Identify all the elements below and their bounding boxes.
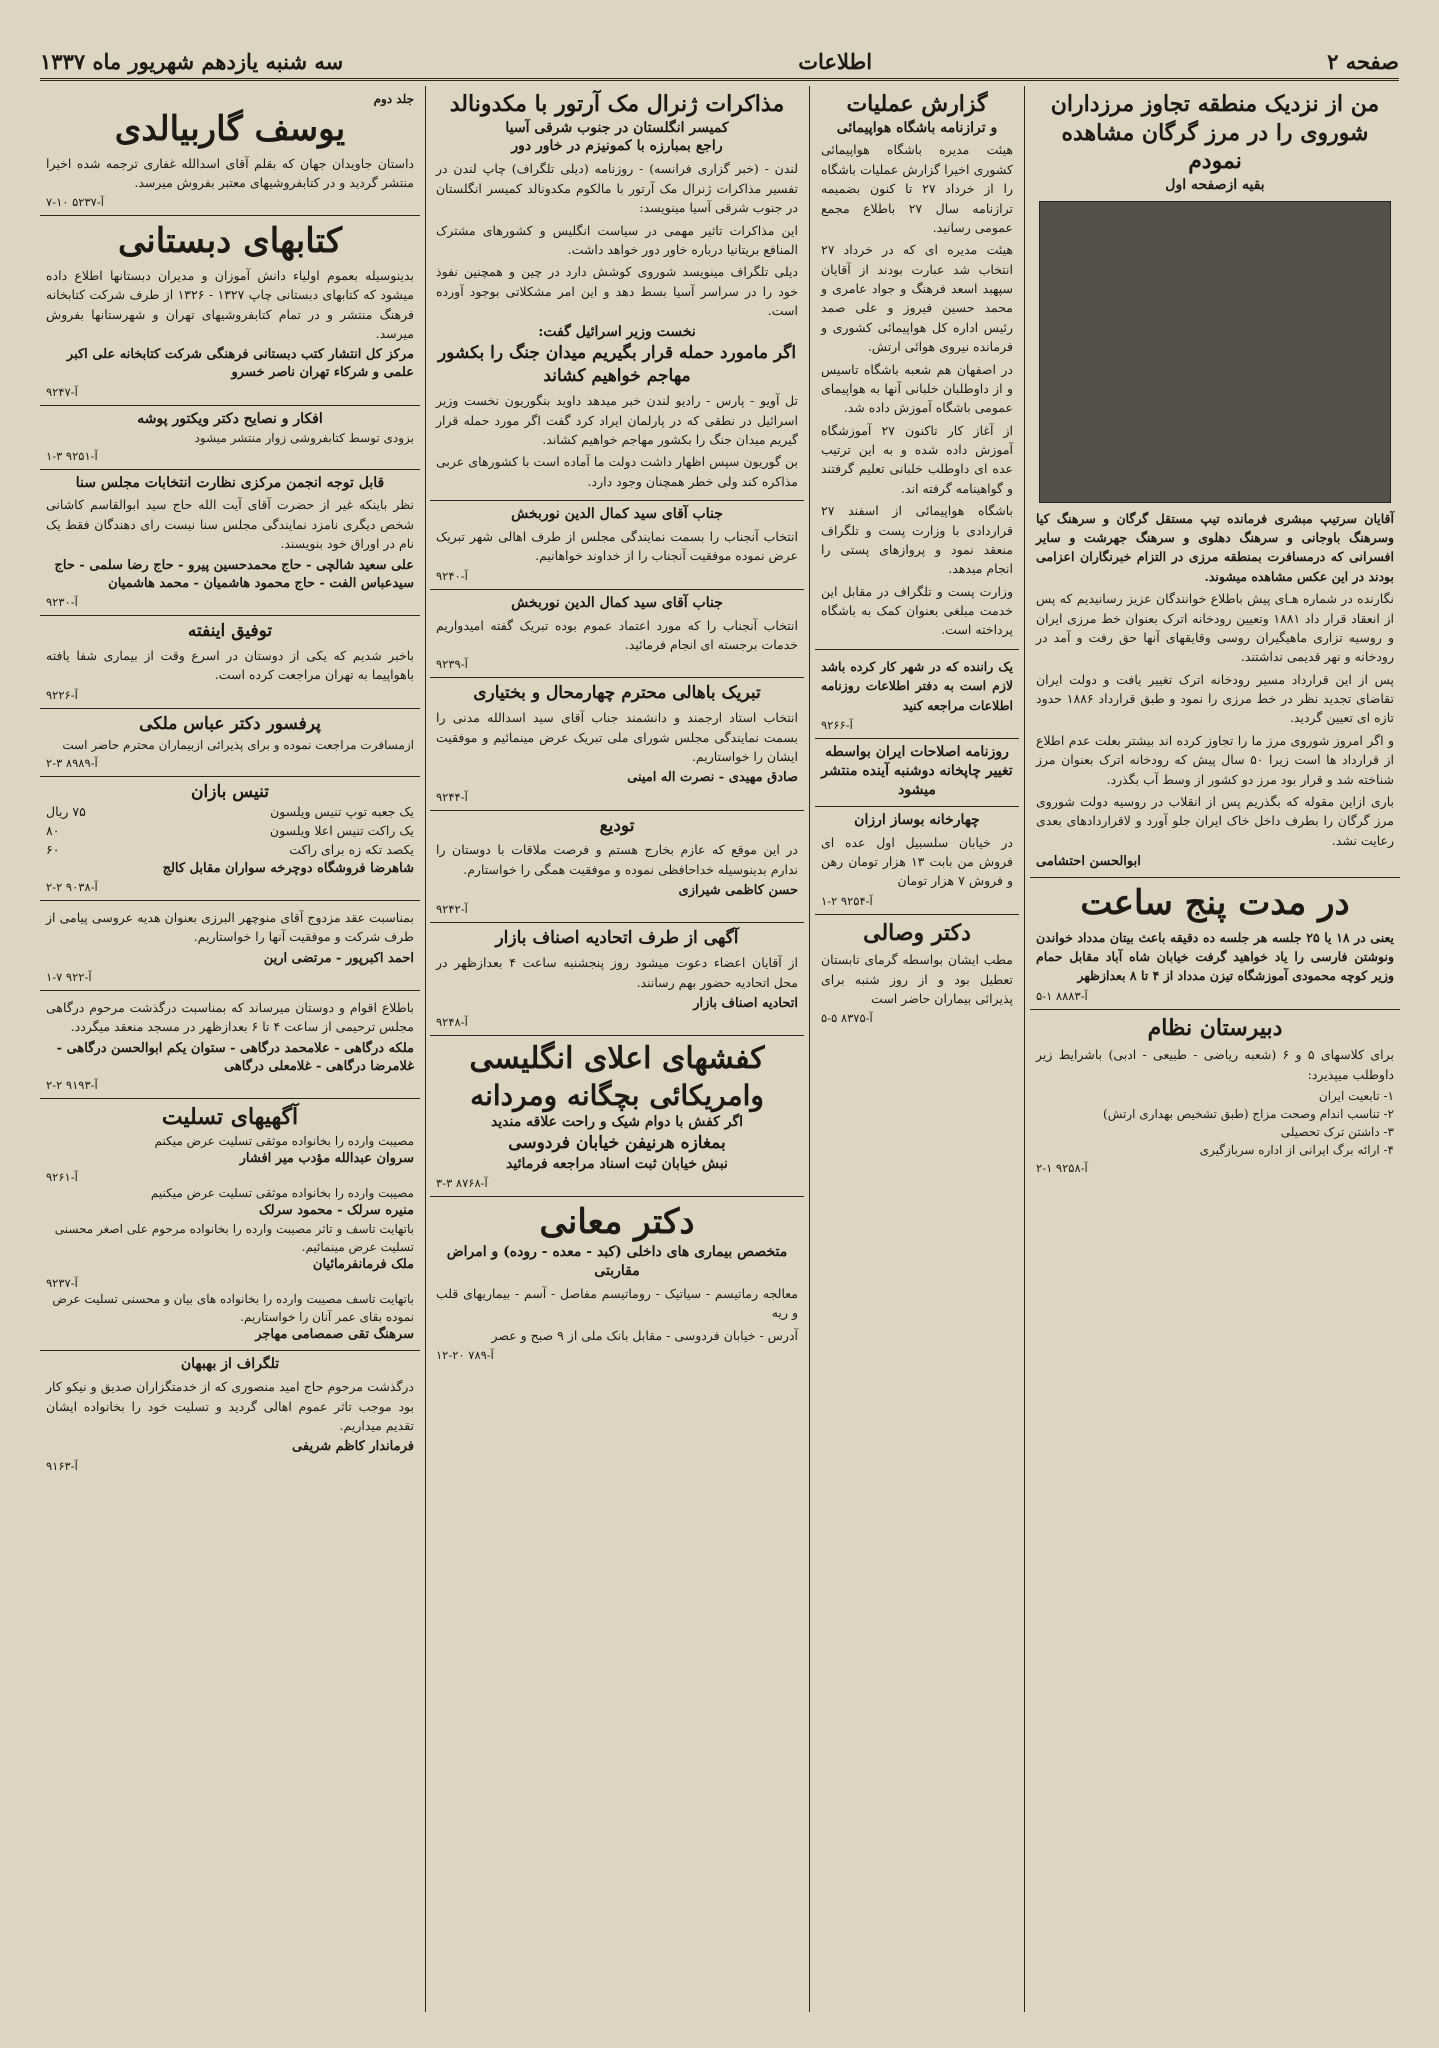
notice-signature: سروان عبدالله مؤدب میر افشار	[239, 1150, 414, 1166]
price-row	[46, 803, 414, 822]
doctor-ad	[430, 1197, 804, 1368]
ad-title: چهارخانه بوساز ارزان	[854, 811, 980, 828]
border-article	[1030, 86, 1400, 878]
price-row	[46, 841, 414, 860]
literacy-ad	[1030, 878, 1400, 1010]
item-price: ۷۵ ریال	[46, 804, 86, 820]
ad-signature: مرکز کل انتشار کتب دبستانی فرهنگی شرکت کتابخانه علی اکبر علمی و شرکاء تهران ناصر خسرو	[66, 347, 414, 381]
notice-signature: فرماندار کاظم شریفی	[292, 1439, 414, 1455]
notice-title: جناب آقای سید کمال الدین نوربخش	[511, 594, 723, 611]
article-paragraph: تل آویو - پارس - رادیو لندن خبر میدهد داوید بنگوریون نخست وزیر اسرائیل در نطقی که در پارلمان ایراد کرد گفت اگر مورد حمله قرار گیریم میدان جنگ را بکشور مهاجم خواهیم کشاند.	[436, 393, 798, 447]
notice-text: باطلاع اقوام و دوستان میرساند که بمناسبت درگذشت مرحوم درگاهی مجلس ترحیمی از ساعت ۴ تا ۶ بعدازظهر در مسجد منعقد میگردد.	[46, 999, 414, 1035]
ad-code: آ-۹۲۶۱	[46, 1169, 78, 1184]
article-paragraph: دیلی تلگراف مینویسد شوروی کوشش دارد در چین و همچنین نفوذ خود را در سراسر آسیا بسط دهد و این امر مشکلاتی بوجود آورده است.	[436, 264, 798, 318]
volume-label: جلد دوم	[373, 92, 414, 106]
ad-title: دبیرستان نظام	[1147, 1014, 1283, 1041]
notice-signature: علی سعید شالچی - حاج محمدحسین پیرو - حاج رضا سلمی - حاج سیدعباس الفت - حاج محمود هاشمیان - محمد هاشمیان	[54, 557, 414, 591]
ad-title: افکار و نصایح دکتر ویکتور پوشه	[137, 410, 323, 427]
article-paragraph: بن گوریون سپس اظهار داشت دولت ما آماده است با کشورهای عربی مذاکره کند ولی خطر همچنان وجود دارد.	[436, 454, 798, 489]
ad-text: یعنی در ۱۸ یا ۲۵ جلسه هر جلسه ده دقیقه باعث بیتان مدداد خواندن ونوشتن فارسی را یاد خواهید گرفت خیابان شاه آباد مقابل حمام وزیر کوچه محمودی آموزشگاه تیزن مدداد از ۴ تا ۸ بعدازظهر	[1036, 929, 1394, 984]
ad-text: ازمسافرت مراجعت نموده و برای پذیرائی ازبیماران محترم حاضر است	[62, 737, 414, 752]
ad-code: آ-۹۲۳۷	[46, 1276, 78, 1291]
article-paragraph: وزارت پست و تلگراف در مقابل این خدمت مبلغی بعنوان کمک به باشگاه پرداخته است.	[821, 583, 1013, 638]
notice-text: در این موقع که عازم بخارج هستم و فرصت ملاقات با دوستان را ندارم بدینوسیله خداحافظی نموده و موفقیت همگی را خواستارم.	[436, 842, 798, 877]
notice-text: بمناسبت عقد مزدوج آقای منوچهر البرزی بعنوان هدیه عروسی پیامی از طرف شرکت و موفقیت آنها را خواستاریم.	[46, 909, 414, 945]
ad-code: آ-۵۲۳۷ ۱۰-۷	[46, 195, 104, 210]
notice-signature: اتحادیه اصناف بازار	[693, 996, 798, 1012]
aviation-report	[815, 86, 1019, 650]
ad-title: پرفسور دکتر عباس ملکی	[139, 713, 321, 734]
doctor-ad	[815, 915, 1019, 1032]
price-row	[46, 822, 414, 841]
professor-ad	[40, 709, 420, 777]
ad-title: دکتر وصالی	[863, 919, 971, 946]
notice-signature: ملکه درگاهی - علامحمد درگاهی - ستوان یکم ابوالحسن درگاهی - غلامرضا درگاهی - غلامعلی درگاهی	[56, 1040, 414, 1074]
column-1	[1030, 86, 1400, 2012]
column-rule	[1024, 86, 1025, 2012]
condolences-section	[40, 1099, 420, 1351]
notice-title: جناب آقای سید کمال الدین نوربخش	[511, 506, 723, 523]
column-rule	[809, 86, 810, 2012]
ad-subtitle: متخصص بیماری های داخلی (کبد - معده - روده) و امراض مقاربتی	[446, 1244, 788, 1279]
ad-code: آ-۹۲۴۴	[436, 789, 468, 804]
bazaar-union-notice	[430, 923, 804, 1036]
ad-code: آ-۹۲۲۶	[46, 687, 78, 702]
list-item: ۳- داشتن ترک تحصیلی	[1280, 1125, 1394, 1140]
article-paragraph: لندن - (خبر گزاری فرانسه) - روزنامه (دیلی تلگراف) چاپ لندن در تفسیر مذاکرات ژنرال مک آرتور با مالکوم مکدونالد کمیسر انگلستان در جنوب شرقی آسیا مینویسد:	[436, 161, 798, 216]
section-title: آگهیهای تسلیت	[161, 1103, 299, 1130]
notice-signature: منیره سرلک - محمود سرلک	[259, 1202, 414, 1218]
article-headline: من از نزدیک منطقه تجاوز مرزداران شوروی را در مرز گرگان مشاهده نمودم	[1050, 91, 1380, 175]
item-name: یکصد تکه زه برای راکت	[289, 841, 414, 857]
book-ad	[40, 86, 420, 216]
notice-text: از آقایان اعضاء دعوت میشود روز پنجشنبه ساعت ۴ بعدازظهر در محل اتحادیه حضور بهم رسانند.	[436, 955, 798, 990]
article-paragraph: از آغاز کار تاکنون ۲۷ آموزشگاه آموزش داده شده و به این ترتیب عده ای داوطلب خلبانی تعلیم گرفتند و گواهینامه گرفته اند.	[821, 422, 1013, 496]
ad-title: تنیس بازان	[191, 781, 269, 802]
notice-text: انتخاب آنجناب را بسمت نمایندگی مجلس از طرف اهالی شهر تبریک عرض نموده موفقیت آنجناب را از خداوند خواهانیم.	[436, 528, 798, 564]
article-paragraph: باشگاه هواپیمائی از اسفند ۲۷ قراردادی با وزارت پست و تلگراف منعقد نمود و پروازهای پستی را انجام میدهد.	[821, 503, 1013, 577]
list-item: ۱- تابعیت ایران	[1318, 1089, 1394, 1104]
notice-text: باتهایت تاسف مصیبت وارده را بخانواده های بیان و محسنی تسلیت عرض نموده بقای عمر آنان را خواستاریم.	[52, 1292, 414, 1325]
page-header	[40, 44, 1399, 81]
page-number: صفحه ۲	[1327, 48, 1399, 74]
column-3	[430, 86, 804, 2012]
notice-signature: حسن کاظمی شیرازی	[678, 883, 798, 899]
list-item: ۴- ارائه برگ ایرانی از اداره سربازگیری	[1199, 1143, 1394, 1158]
article-paragraph: این مذاکرات تاثیر مهمی در سیاست انگلیس و کشورهای مشترک المنافع بریتانیا درباره خاور دور خواهد داشت.	[436, 222, 798, 257]
shop-name: بمغازه هرنیفن خیابان فردوسی	[508, 1132, 726, 1153]
column-4	[40, 86, 420, 2012]
ad-text: برای کلاسهای ۵ و ۶ (شعبه ریاضی - طبیعی - ادبی) باشرایط زیر داوطلب میپذیرد:	[1036, 1047, 1394, 1082]
bakhtiari-congrats	[430, 678, 804, 810]
driver-ad	[815, 650, 1019, 739]
ad-code: آ-۹۰۳۸ ۲-۲	[46, 879, 98, 894]
ad-code: آ-۹۲۴۲	[436, 902, 468, 917]
macarthur-article	[430, 86, 804, 501]
item-price: ۸۰	[46, 823, 60, 839]
article-subheadline: و ترازنامه باشگاه هواپیمائی	[836, 119, 998, 136]
notice-text: باتهایت تاسف و تاثر مصیبت وارده را بخانواده مرحوم علی اصغر محسنی تسلیت عرض مینمائیم.	[54, 1221, 414, 1254]
ad-title: در مدت پنج ساعت	[1080, 883, 1350, 924]
ad-title: یوسف گاربیالدی	[114, 109, 346, 149]
election-notice	[40, 470, 420, 616]
military-school-ad	[1030, 1010, 1400, 1181]
continued-note: بقیه ازصفحه اول	[1165, 176, 1265, 193]
ad-text: مطب ایشان بواسطه گرمای تابستان تعطیل بود و از روز شنبه برای پذیرائی بیماران حاضر است	[821, 952, 1013, 1007]
ad-title: کفشهای اعلای انگلیسی	[469, 1041, 765, 1077]
notice-text: مصیبت وارده را بخانواده موثقی تسلیت عرض میکنیم	[150, 1185, 414, 1200]
notice-signature: سرهنگ تقی صمصامی مهاجر	[255, 1327, 414, 1343]
author-signature: ابوالحسن احتشامی	[1036, 854, 1141, 870]
success-notice	[40, 616, 420, 709]
item-name: یک راکت تنیس اعلا ویلسون	[269, 823, 414, 839]
article-paragraph: هیئت مدیره باشگاه هواپیمائی کشوری اخیرا گزارش عملیات باشگاه را از خرداد ۲۷ تا کنون بضمیمه ترازنامه سال ۲۷ باطلاع مجمع عمومی رسانید.	[821, 142, 1013, 235]
article-paragraph: در اصفهان هم شعبه باشگاه تاسیس و از داوطلبان خلبانی آنها به هواپیمای عمومی باشگاه آموزش داده شد.	[821, 361, 1013, 416]
telegram-notice	[40, 1351, 420, 1478]
notice-text: نظر باینکه غیر از حضرت آقای آیت الله حاج سید ابوالقاسم کاشانی شخص دیگری نامزد نمایندگی مجلس سنا نیست رای دهندگان فقط یک نام در اوراق خود بنویسند.	[46, 497, 414, 552]
notice-text: انتخاب آنجناب را که مورد اعتماد عموم بوده تبریک گفته امیدواریم خدمات برجسته ای انجام فرمائید.	[436, 617, 798, 652]
book-ad	[40, 406, 420, 470]
ad-title: کتابهای دبستانی	[117, 221, 343, 262]
ad-code: آ-۹۲۳۹	[436, 657, 468, 672]
ad-text: یک راننده که در شهر کار کرده باشد لازم است به دفتر اطلاعات روزنامه اطلاعات مراجعه کنید	[821, 658, 1013, 713]
list-item: ۲- تناسب اندام وصحت مزاج (طبق تشخیص بهداری ارتش)	[1103, 1107, 1394, 1122]
article-paragraph: نگارنده در شماره هـای پیش باطلاع خوانندگان عزیز رسانیدیم که پس از انعقاد قرار داد ۱۸۸۱ وتعیین رودخانه اترک بعنوان خط مرزی ایران و روسیه تزاری ماهیگیران روسی وقایقهای آنها حق رفت و آمد در رودخانه و نهر قدیمی نداشتند.	[1036, 591, 1394, 665]
newspaper-name: اطلاعات	[798, 48, 873, 74]
article-headline: گزارش عملیات	[846, 91, 988, 117]
ad-text: روزنامه اصلاحات ایران بواسطه تغییر چاپخانه دوشنبه آینده منتشر میشود	[821, 743, 1013, 798]
notice-title: توفیق اینفته	[187, 620, 273, 641]
ad-code: آ-۹۲۲ ۷-۱	[46, 969, 92, 984]
ad-code: آ-۸۸۸۳ ۱-۵	[1036, 988, 1088, 1003]
article-headline: مذاکرات ژنرال مک آرتور با مکدونالد	[449, 91, 785, 117]
item-price: ۶۰	[46, 841, 60, 857]
ad-code: آ-۹۲۳۰	[46, 594, 78, 609]
ad-text: در خیابان سلسبیل اول عده ای فروش من بابت ۱۳ هزار تومان رهن و فروش ۷ هزار تومان	[821, 834, 1013, 889]
notice-title: تلگراف از بهبهان	[180, 1356, 280, 1373]
ad-code: آ-۹۲۴۷	[46, 384, 78, 399]
shop-address: نبش خیابان ثبت اسناد مراجعه فرمائید	[506, 1155, 728, 1172]
ad-code: آ-۸۷۶۸ ۳-۳	[436, 1175, 488, 1190]
article-subheadline: اگر مامورد حمله قرار بگیریم میدان جنگ را بکشور مهاجم خواهیم کشاند	[437, 343, 797, 387]
issue-date: سه شنبه یازدهم شهریور ماه ۱۳۳۷	[40, 48, 344, 74]
officers-photo	[1039, 201, 1391, 503]
newspaper-notice	[815, 739, 1019, 807]
ad-code: آ-۸۳۷۵ ۵-۵	[821, 1011, 873, 1026]
property-ad	[815, 807, 1019, 915]
item-name: یک جعبه توپ تنیس ویلسون	[270, 804, 414, 820]
ad-code: آ-۹۲۴۰	[436, 568, 468, 583]
article-paragraph: باری ازاین مقوله که بگذریم پس از انقلاب در روسیه دولت شوروی مرز گرگان را بطرف داخل خاک ایران جلو آورد و لاقراردادهای بعدی رعایت نشد.	[1036, 793, 1394, 848]
wedding-notice	[40, 901, 420, 991]
article-paragraph: پس از این قرارداد مسیر رودخانه اترک تغییر یافت و دولت ایران تقاضای تجدید نظر در خط مرزی را نمود و طبق قرارداد ۱۸۸۶ حدود تازه ای تعیین گردید.	[1036, 671, 1394, 726]
ad-code: آ-۸۹۸۹ ۳-۲	[46, 755, 98, 770]
ad-code: آ-۹۲۶۶	[821, 717, 853, 732]
ad-text: بزودی توسط کتابفروشی زوار منتشر میشود	[194, 430, 414, 445]
ad-text: داستان جاویدان جهان که بقلم آقای اسدالله غفاری ترجمه شده اخیرا منتشر گردید و در کتابفروشیهای معتبر بفروش میرسد.	[46, 155, 414, 190]
article-paragraph: و اگر امروز شوروی مرز ما را تجاوز کرده اند بیشتر بعلت عدم اطلاع از قرارداد ها است زیرا ۵۰ سال پیش که رودخانه اترک بعنوان مرز شناخته شد و قرار بود مرز دو کشور از وسط آب بگذرد.	[1036, 732, 1394, 787]
congrats-notice	[430, 501, 804, 590]
notice-signature: احمد اکبرپور - مرتضی ارین	[263, 950, 414, 966]
ad-code: آ-۹۲۵۱ ۳-۱	[46, 448, 98, 463]
ad-code: آ-۹۱۹۳ ۲-۲	[46, 1077, 98, 1092]
ad-title: وامریکائی بچگانه ومردانه	[470, 1078, 764, 1112]
notice-text: باخبر شدیم که یکی از دوستان در اسرع وقت از بیماری شفا یافته باهواپیما به تهران مراجعت کرده است.	[46, 647, 414, 683]
tennis-ad	[40, 777, 420, 901]
ad-signature: شاهرضا فروشگاه دوچرخه سواران مقابل کالج	[162, 860, 414, 876]
article-paragraph: هیئت مدیره ای که در خرداد ۲۷ انتخاب شد عبارت بودند از آقایان سپهبد اسعد فرهنگ و جواد عامری و محمد حسین فیروز و علی صمد رئیس اداره کل هواپیمائی کشوری و فرمانده نیروی هوائی ارتش.	[821, 242, 1013, 355]
ad-address: آدرس - خیابان فردوسی - مقابل بانک ملی از ۹ صبح و عصر	[491, 1327, 798, 1343]
notice-signature: صادق مهیدی - نصرت اله امینی	[627, 770, 798, 786]
schoolbooks-ad	[40, 216, 420, 405]
column-2	[815, 86, 1019, 2012]
ad-title: دکتر معانی	[539, 1201, 695, 1242]
ad-text: اگر کفش با دوام شیک و راحت علاقه مندید	[490, 1113, 744, 1130]
notice-title: آگهی از طرف اتحادیه اصناف بازار	[495, 928, 739, 949]
notice-title: تبریک باهالی محترم چهارمحال و بختیاری	[473, 683, 761, 704]
ad-code: آ-۹۱۶۳	[46, 1458, 78, 1473]
notice-title: قابل توجه انجمن مرکزی نظارت انتخابات مجلس سنا	[75, 474, 385, 491]
memorial-notice	[40, 991, 420, 1099]
article-subheadline: نخست وزیر اسرائیل گفت:	[538, 324, 696, 341]
ad-code: آ-۹۲۵۸ ۱-۲	[1036, 1161, 1088, 1176]
article-subheadline: راجع بمبارزه با کمونیزم در خاور دور	[511, 138, 723, 155]
congrats-notice	[430, 590, 804, 679]
farewell-notice	[430, 811, 804, 924]
shoes-ad	[430, 1036, 804, 1196]
notice-text: درگذشت مرحوم حاج امید منصوری که از خدمتگزاران صدیق و نیکو کار بود موجب تاثر عموم اهالی گردید و تسلیت خود را بخانواده ایشان تقدیم میداریم.	[46, 1379, 414, 1433]
photo-caption: آقایان سرتیپ مبشری فرمانده تیپ مستقل گرگان و سرهنگ کیا وسرهنگ باوجانی و سرهنگ دهلوی و سرهنگ جهرشت و سایر افسرانی که درمسافرت بمنطقه مرزی در التزام خبرنگاران اعزامی بودند در این عکس مشاهده میشوند.	[1036, 510, 1394, 584]
notice-text: مصیبت وارده را بخانواده موثقی تسلیت عرض میکنم	[154, 1133, 414, 1148]
article-subheadline: کمیسر انگلستان در جنوب شرقی آسیا	[505, 119, 729, 136]
notice-text: انتخاب استاد ارجمند و دانشمند جناب آقای سید اسدالله مدنی را بسمت نمایندگی مجلس شورای ملی تبریک عرض مینمائیم و موفقیت ایشان را خواستاریم.	[436, 710, 798, 764]
ad-text: بدینوسیله بعموم اولیاء دانش آموزان و مدیران دبستانها اطلاع داده میشود که کتابهای دبستانی چاپ ۱۳۲۷ - ۱۳۲۶ از طرف شرکت کتابخانه فرهنگ منتشر و در تمام کتابفروشیهای تهران و شهرستانها بفروش میرسد.	[46, 267, 414, 341]
ad-text: معالجه رماتیسم - سیاتیک - روماتیسم مفاصل - آسم - بیماریهای قلب و ریه	[436, 1285, 798, 1321]
ad-code: آ-۷۸۹ ۲۰-۱۲	[436, 1347, 494, 1362]
notice-title: تودیع	[599, 815, 635, 836]
ad-code: آ-۹۲۵۴ ۲-۱	[821, 893, 873, 908]
ad-code: آ-۹۲۴۸	[436, 1015, 468, 1030]
column-rule	[425, 86, 426, 2012]
notice-signature: ملک فرمانفرمائیان	[312, 1256, 414, 1272]
